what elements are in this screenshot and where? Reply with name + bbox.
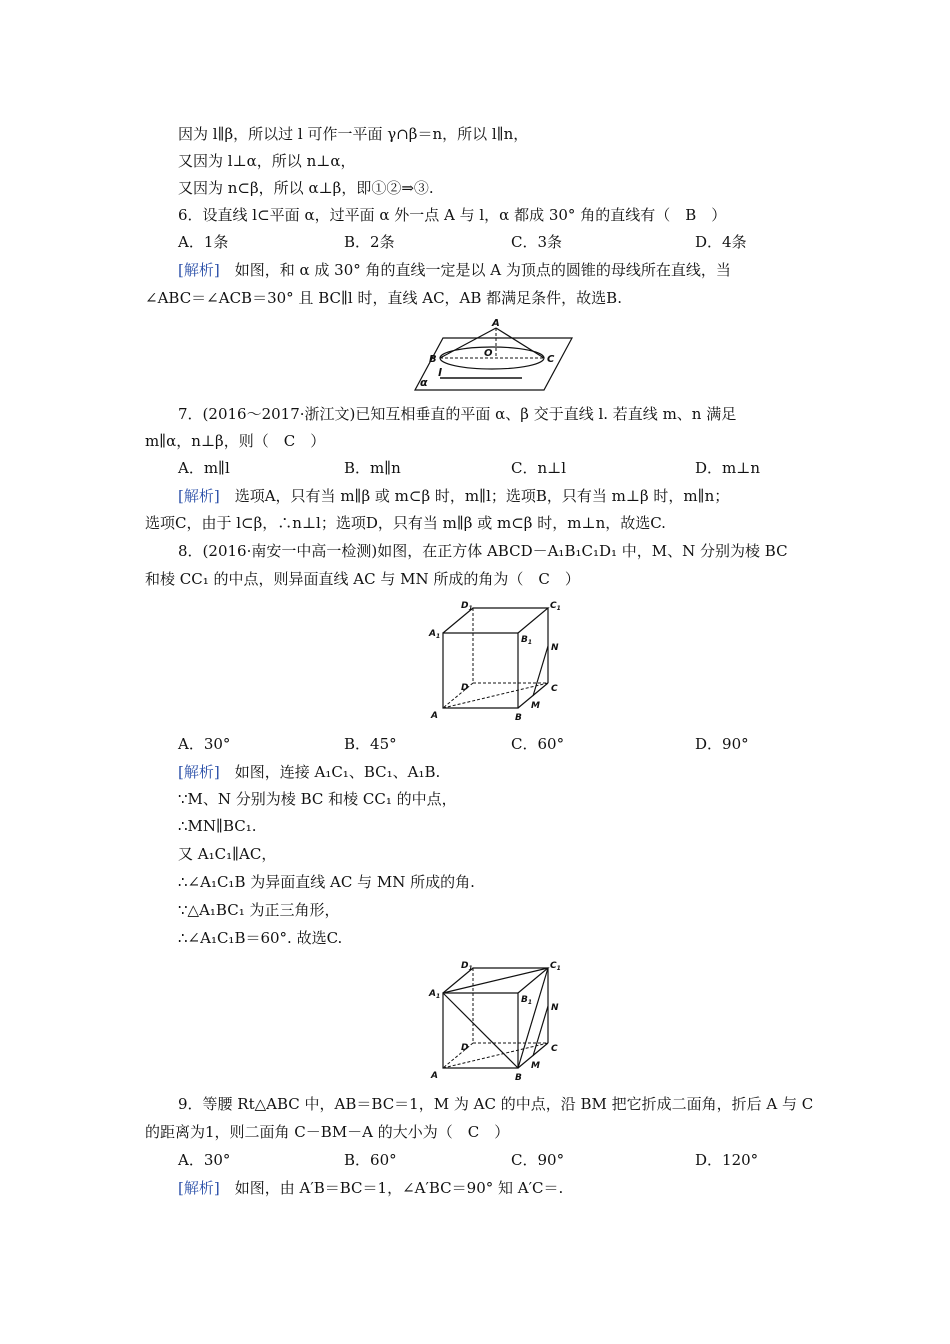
option-c: C．3条 (511, 233, 563, 251)
question-6: 6．设直线 l⊂平面 α，过平面 α 外一点 A 与 l，α 都成 30° 角的直线有（ B ） (178, 206, 727, 224)
label-a: A (431, 1071, 438, 1081)
option-c: C．90° (511, 1151, 565, 1169)
label-b1: $B_1$ (521, 995, 533, 1006)
label-b: B (515, 713, 522, 723)
option-a: A．30° (178, 735, 231, 753)
label-c: C (551, 1044, 558, 1054)
solution-6 (178, 260, 731, 280)
option-d: D．4条 (695, 233, 747, 251)
label-c: C (547, 354, 555, 365)
label-b: B (515, 1073, 522, 1083)
question-7: 7．(2016～2017·浙江文)已知互相垂直的平面 α、β 交于直线 l. 若直线 m、n 满足 (178, 405, 737, 423)
cube-figure-2 (425, 958, 570, 1086)
cone-figure (410, 316, 580, 394)
label-c1: $C_1$ (550, 961, 561, 972)
text-line: ∴∠A₁C₁B 为异面直线 AC 与 MN 所成的角. (178, 873, 475, 891)
label-b1: $B_1$ (521, 635, 533, 646)
option-a: A．m∥l (178, 459, 230, 477)
option-b: B．60° (344, 1151, 397, 1169)
option-d: D．90° (695, 735, 749, 753)
text-line: ∵△A₁BC₁ 为正三角形， (178, 901, 340, 919)
label-a1: $A_1$ (429, 989, 441, 1000)
label-d: D (461, 683, 469, 693)
label-b: B (429, 354, 437, 365)
label-c1: $C_1$ (550, 601, 561, 612)
cube-figure-1 (425, 598, 570, 726)
option-d: D．m⊥n (695, 459, 761, 477)
solution-9 (178, 1178, 563, 1198)
text-line: 和棱 CC₁ 的中点，则异面直线 AC 与 MN 所成的角为（ C ） (145, 570, 580, 588)
solution-7 (178, 486, 729, 506)
analysis-tag: [解析] (178, 763, 220, 781)
text-line: 又因为 l⊥α，所以 n⊥α， (178, 152, 356, 170)
solution-text: 选项A，只有当 m∥β 或 m⊂β 时，m∥l；选项B，只有当 m⊥β 时，m∥n； (219, 487, 730, 505)
text-line: 的距离为1，则二面角 C－BM－A 的大小为（ C ） (145, 1123, 510, 1141)
question-8: 8．(2016·南安一中高一检测)如图，在正方体 ABCD－A₁B₁C₁D₁ 中，M、N 分别为棱 BC (178, 542, 788, 560)
label-o: O (484, 348, 493, 359)
text-line: ∴MN∥BC₁. (178, 817, 257, 835)
label-d1: $D_1$ (461, 961, 473, 972)
analysis-tag: [解析] (178, 487, 220, 505)
solution-text: 如图，由 A′B＝BC＝1，∠A′BC＝90° 知 A′C＝. (219, 1179, 564, 1197)
label-m: M (531, 701, 540, 711)
label-m: M (531, 1061, 540, 1071)
option-d: D．120° (695, 1151, 759, 1169)
option-a: A．1条 (178, 233, 229, 251)
label-a: A (431, 711, 438, 721)
text-line: m∥α，n⊥β，则（ C ） (145, 432, 326, 450)
option-b: B．45° (344, 735, 397, 753)
label-n: N (551, 643, 559, 653)
option-c: C．n⊥l (511, 459, 567, 477)
label-d: D (461, 1043, 469, 1053)
text-line: 又因为 n⊂β，所以 α⊥β，即①②⇒③. (178, 179, 434, 197)
option-b: B．2条 (344, 233, 395, 251)
text-line: 选项C，由于 l⊂β，∴n⊥l；选项D，只有当 m∥β 或 m⊂β 时，m⊥n，故选C. (145, 514, 666, 532)
solution-text: 如图，连接 A₁C₁、BC₁、A₁B. (219, 763, 441, 781)
label-n: N (551, 1003, 559, 1013)
solution-8 (178, 762, 440, 782)
text-line: ∴∠A₁C₁B＝60°. 故选C. (178, 929, 343, 947)
text-line: ∵M、N 分别为棱 BC 和棱 CC₁ 的中点， (178, 790, 457, 808)
analysis-tag: [解析] (178, 1179, 220, 1197)
label-a1: $A_1$ (429, 629, 441, 640)
label-d1: $D_1$ (461, 601, 473, 612)
option-a: A．30° (178, 1151, 231, 1169)
text-line: 又 A₁C₁∥AC， (178, 845, 277, 863)
text-line: 因为 l∥β，所以过 l 可作一平面 γ∩β＝n，所以 l∥n， (178, 125, 529, 143)
label-l: l (438, 366, 442, 379)
text-line: ∠ABC＝∠ACB＝30° 且 BC∥l 时，直线 AC，AB 都满足条件，故选B. (145, 289, 622, 307)
question-9: 9．等腰 Rt△ABC 中，AB＝BC＝1，M 为 AC 的中点，沿 BM 把它折成二面角，折后 A 与 C (178, 1095, 814, 1113)
option-b: B．m∥n (344, 459, 401, 477)
analysis-tag: [解析] (178, 261, 220, 279)
label-alpha: α (420, 376, 428, 389)
label-a: A (492, 318, 500, 329)
option-c: C．60° (511, 735, 565, 753)
label-c: C (551, 684, 558, 694)
solution-text: 如图，和 α 成 30° 角的直线一定是以 A 为顶点的圆锥的母线所在直线，当 (219, 261, 731, 279)
